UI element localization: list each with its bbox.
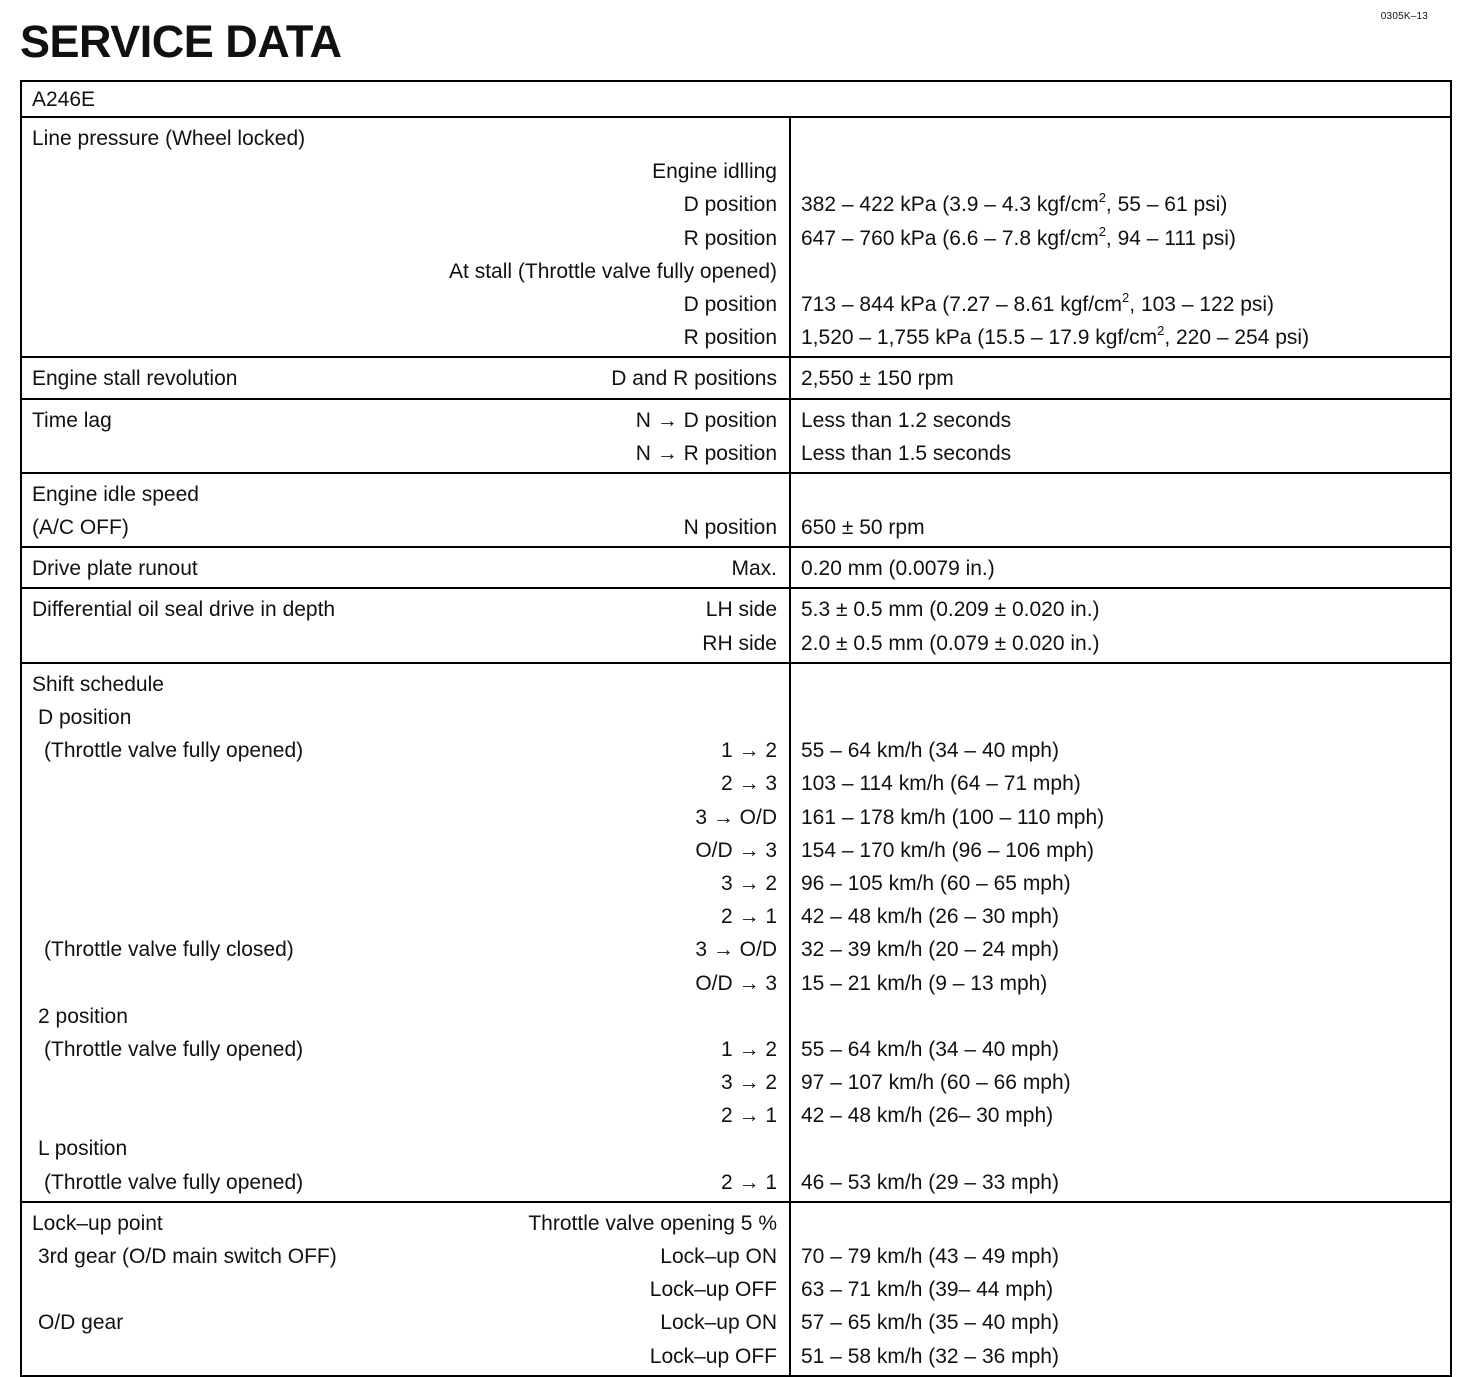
od-lockup-off-value: 51 – 58 km/h (32 – 36 mph) (801, 1344, 1059, 1368)
engine-idling-label: Engine idlling (652, 160, 777, 184)
idle-d-pressure-value: 382 – 422 kPa (3.9 – 4.3 kgf/$cm^2$, 55 – 61 psi) (801, 190, 1228, 217)
stall-revolution-label: Engine stall revolution (32, 367, 238, 391)
position-2-label: 2 position (38, 1004, 128, 1028)
document-code: 0305K–13 (1380, 11, 1428, 22)
shift-schedule-heading: Shift schedule (32, 672, 164, 696)
shift-schedule-section (22, 662, 1450, 1201)
shift-label: 2 → 1 (720, 1104, 777, 1128)
drive-plate-condition: Max. (731, 557, 777, 581)
d-position-label: D position (38, 706, 132, 729)
l-throttle-opened-label: (Throttle valve fully opened) (44, 1170, 304, 1194)
shift-label: 3 → O/D (695, 938, 777, 962)
oil-seal-section (22, 587, 1450, 661)
stall-d-pressure-value: 713 – 844 kPa (7.27 – 8.61 kgf/$cm^2$, 103 – 122 psi) (801, 289, 1275, 316)
lockup-condition: Throttle valve opening 5 % (528, 1211, 777, 1235)
shift-speed-value: 15 – 21 km/h (9 – 13 mph) (801, 971, 1048, 995)
idle-r-position-label: R position (683, 226, 777, 250)
idle-speed-value: 650 ± 50 rpm (801, 516, 925, 540)
shift-label: 3 → 2 (720, 871, 777, 895)
oil-seal-rh-value: 2.0 ± 0.5 mm (0.079 ± 0.020 in.) (801, 631, 1100, 655)
time-lag-nr-value: Less than 1.5 seconds (801, 441, 1012, 465)
model-row (22, 82, 1450, 118)
time-lag-section (22, 398, 1450, 472)
shift-speed-value: 42 – 48 km/h (26– 30 mph) (801, 1104, 1054, 1128)
line-pressure-heading: Line pressure (Wheel locked) (32, 127, 306, 150)
lockup-section (22, 1201, 1450, 1375)
drive-plate-value: 0.20 mm (0.0079 in.) (801, 557, 995, 581)
idle-r-pressure-value: 647 – 760 kPa (6.6 – 7.8 kgf/$cm^2$, 94 – 111 psi) (801, 223, 1236, 250)
model-label: A246E (32, 88, 96, 111)
stall-r-pressure-value: 1,520 – 1,755 kPa (15.5 – 17.9 kgf/$cm^2$, 220 – 254 psi) (801, 323, 1310, 350)
time-lag-label: Time lag (32, 408, 112, 432)
time-lag-nd-condition: N → D position (635, 408, 777, 432)
shift-label: 3 → 2 (720, 1071, 777, 1095)
third-lockup-off-value: 63 – 71 km/h (39– 44 mph) (801, 1278, 1054, 1302)
idle-speed-label: Engine idle speed (32, 482, 199, 506)
lockup-label: Lock–up point (32, 1211, 163, 1235)
drive-plate-label: Drive plate runout (32, 557, 198, 581)
shift-speed-value: 161 – 178 km/h (100 – 110 mph) (801, 805, 1105, 829)
l-position-label: L position (38, 1137, 128, 1161)
shift-speed-value: 46 – 53 km/h (29 – 33 mph) (801, 1170, 1059, 1194)
time-lag-nr-condition: N → R position (635, 441, 777, 465)
idle-d-position-label: D position (683, 193, 777, 217)
shift-speed-value: 55 – 64 km/h (34 – 40 mph) (801, 1037, 1059, 1061)
shift-label: O/D → 3 (695, 838, 777, 862)
shift-label: O/D → 3 (695, 971, 777, 995)
shift-speed-value: 96 – 105 km/h (60 – 65 mph) (801, 871, 1071, 895)
d-throttle-opened-label: (Throttle valve fully opened) (44, 739, 304, 763)
oil-seal-rh-condition: RH side (702, 631, 777, 655)
od-gear-label: O/D gear (38, 1311, 124, 1335)
third-gear-label: 3rd gear (O/D main switch OFF) (38, 1245, 337, 1268)
shift-speed-value: 55 – 64 km/h (34 – 40 mph) (801, 739, 1059, 763)
oil-seal-lh-value: 5.3 ± 0.5 mm (0.209 ± 0.020 in.) (801, 598, 1100, 622)
shift-speed-value: 32 – 39 km/h (20 – 24 mph) (801, 938, 1059, 962)
shift-label: 2 → 1 (720, 905, 777, 929)
service-data-table (20, 80, 1452, 1377)
stall-revolution-condition: D and R positions (611, 367, 777, 391)
shift-label: 2 → 1 (720, 1170, 777, 1194)
stall-revolution-value: 2,550 ± 150 rpm (801, 367, 954, 391)
stall-r-position-label: R position (683, 326, 777, 350)
shift-speed-value: 42 – 48 km/h (26 – 30 mph) (801, 905, 1059, 929)
stall-revolution-section (22, 356, 1450, 397)
drive-plate-section (22, 546, 1450, 587)
third-lockup-on-label: Lock–up ON (660, 1245, 777, 1268)
line-pressure-section (22, 118, 1450, 356)
shift-label: 3 → O/D (695, 805, 777, 829)
p2-throttle-opened-label: (Throttle valve fully opened) (44, 1037, 304, 1061)
page-title: SERVICE DATA (20, 16, 342, 67)
shift-label: 1 → 2 (720, 1037, 777, 1061)
shift-label: 1 → 2 (720, 739, 777, 763)
shift-speed-value: 103 – 114 km/h (64 – 71 mph) (801, 772, 1081, 796)
od-lockup-off-label: Lock–up OFF (649, 1344, 777, 1368)
oil-seal-lh-condition: LH side (705, 598, 777, 622)
time-lag-nd-value: Less than 1.2 seconds (801, 408, 1012, 432)
d-throttle-closed-label: (Throttle valve fully closed) (44, 938, 294, 962)
shift-speed-value: 97 – 107 km/h (60 – 66 mph) (801, 1071, 1071, 1095)
idle-speed-section (22, 472, 1450, 546)
third-lockup-on-value: 70 – 79 km/h (43 – 49 mph) (801, 1245, 1059, 1268)
idle-speed-sub-label: (A/C OFF) (32, 516, 129, 540)
stall-d-position-label: D position (683, 292, 777, 316)
idle-speed-condition: N position (683, 516, 777, 540)
third-lockup-off-label: Lock–up OFF (649, 1278, 777, 1302)
oil-seal-label: Differential oil seal drive in depth (32, 598, 336, 622)
od-lockup-on-label: Lock–up ON (660, 1311, 777, 1335)
od-lockup-on-value: 57 – 65 km/h (35 – 40 mph) (801, 1311, 1059, 1335)
at-stall-label: At stall (Throttle valve fully opened) (449, 259, 777, 283)
shift-speed-value: 154 – 170 km/h (96 – 106 mph) (801, 838, 1095, 862)
shift-label: 2 → 3 (720, 772, 777, 796)
